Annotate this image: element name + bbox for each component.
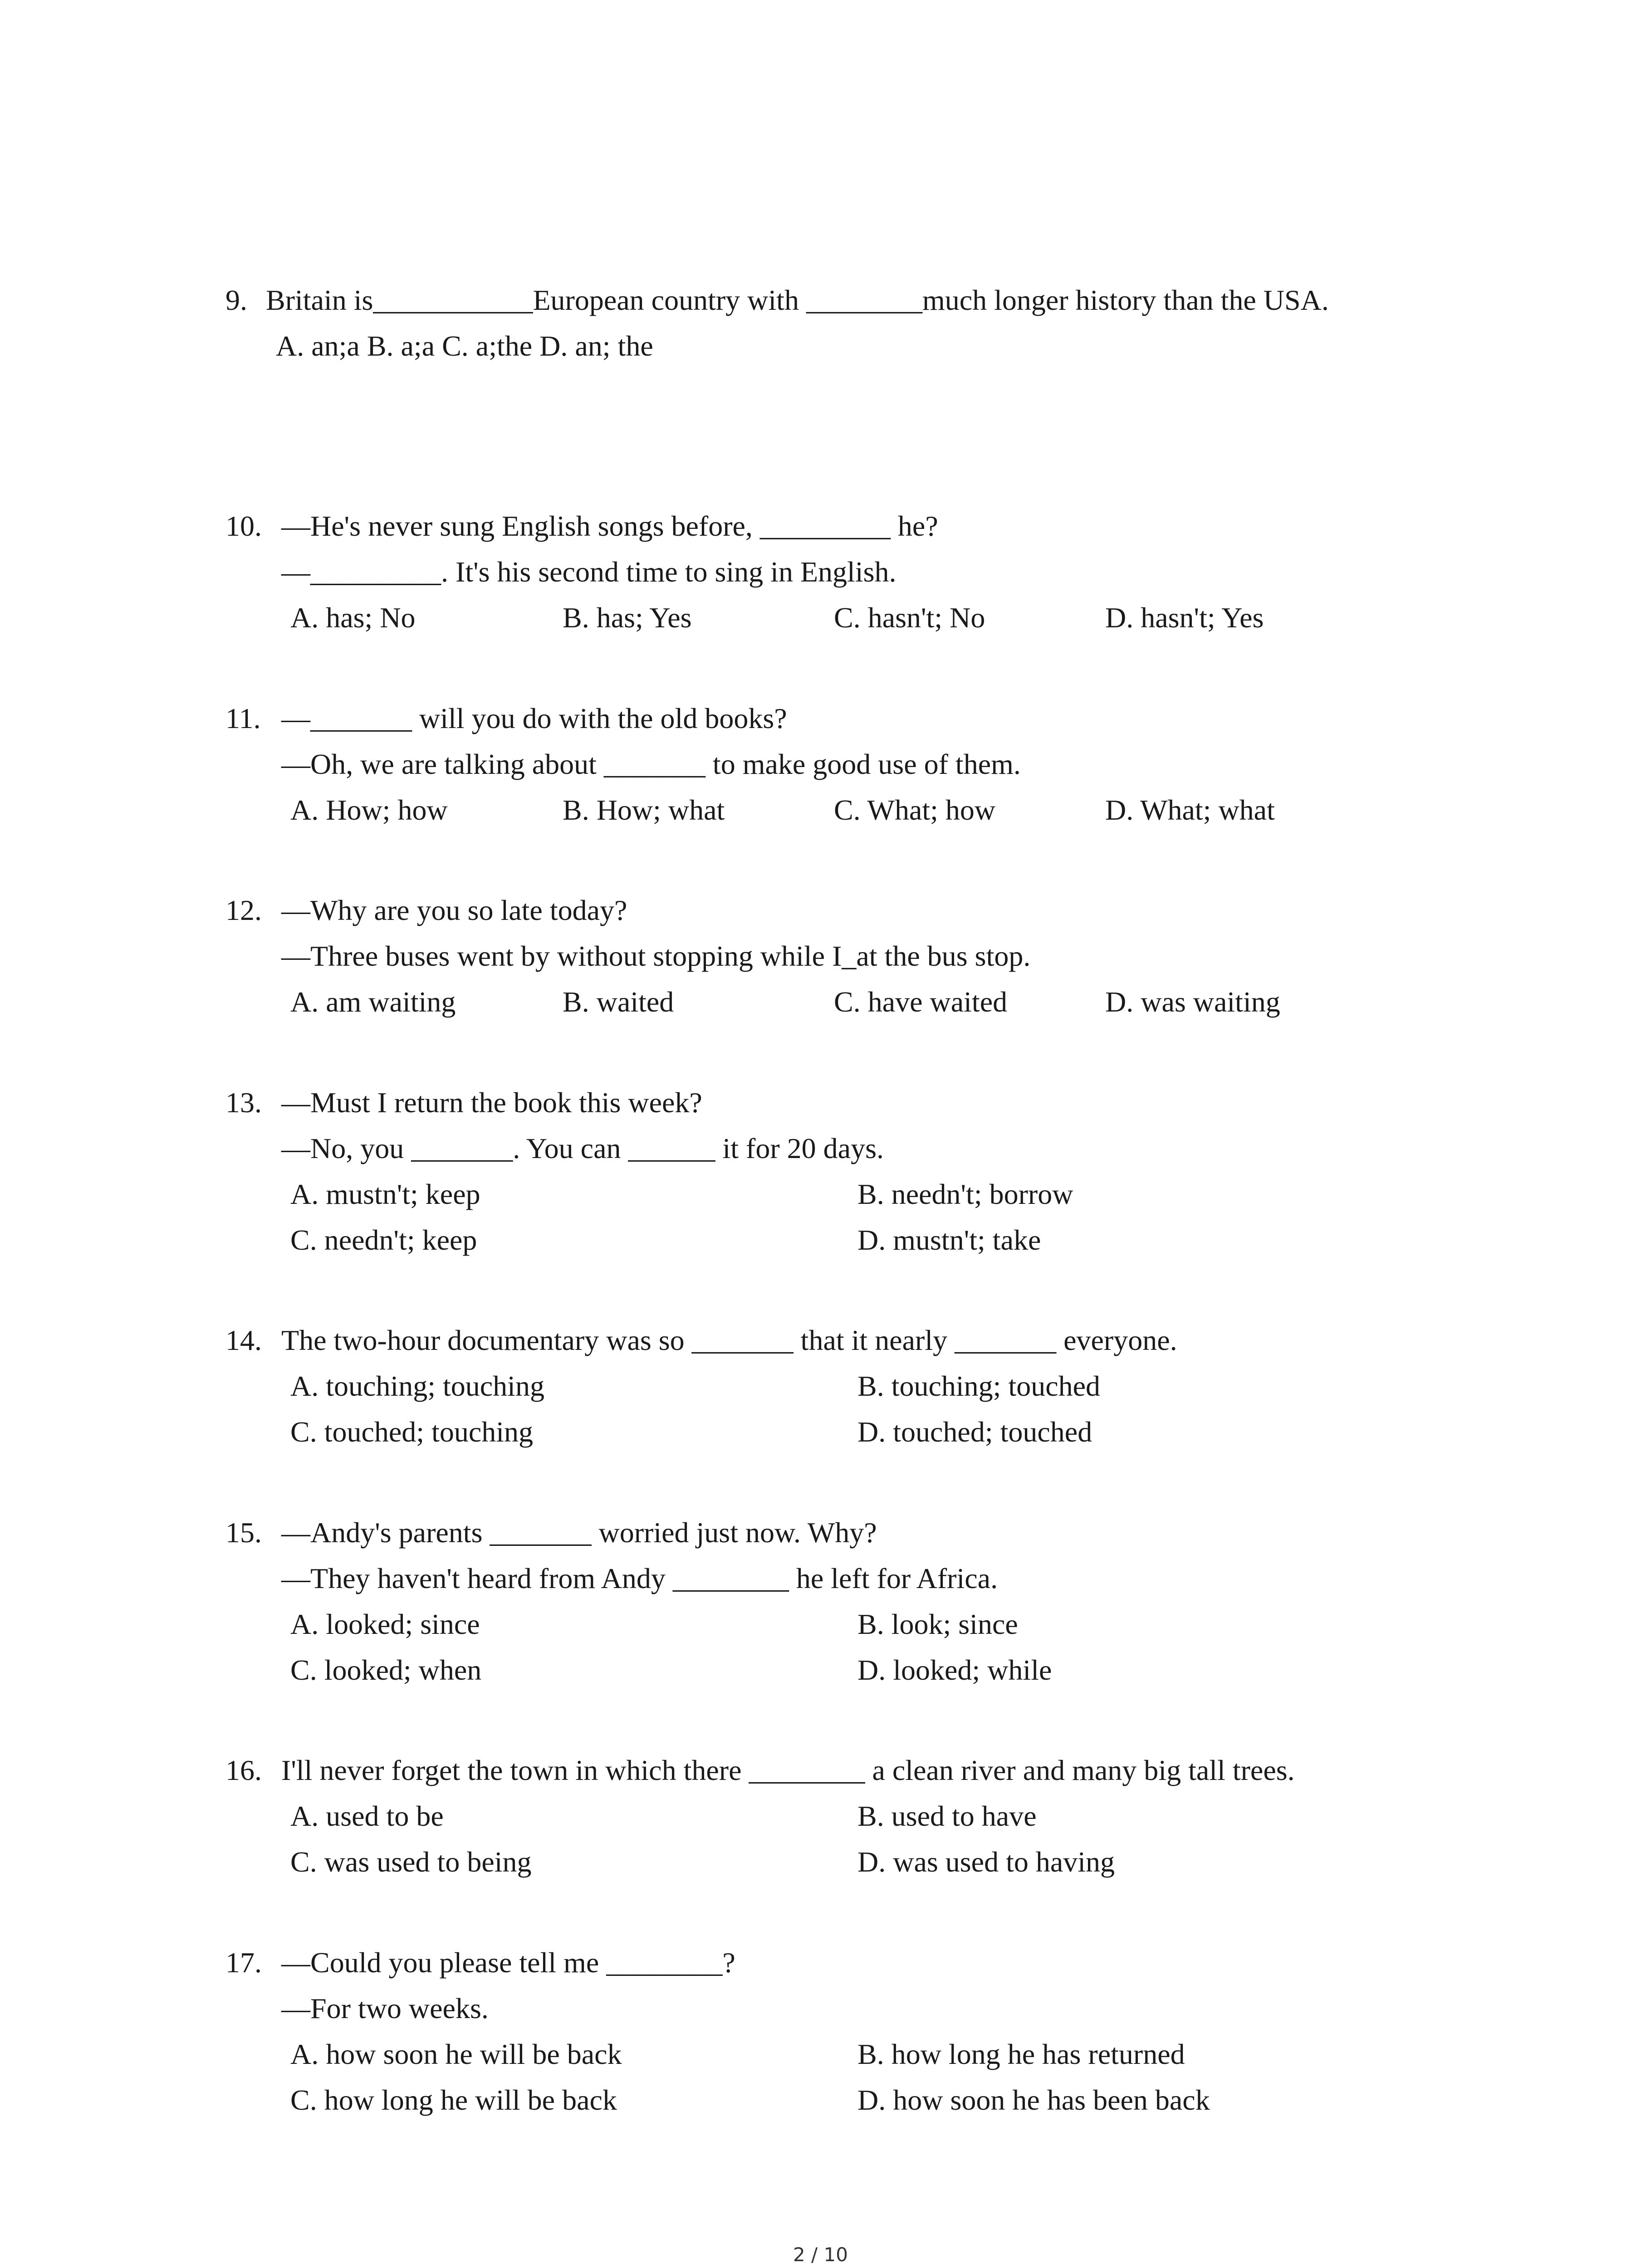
option-b: B. look; since [857, 1608, 1018, 1640]
option-a: A. looked; since [290, 1608, 480, 1640]
question-number: 11. [225, 702, 261, 734]
question-reply: —No, you _______. You can ______ it for 20 days. [281, 1132, 884, 1164]
question-stem: —Why are you so late today? [281, 894, 627, 926]
option-a: A. how soon he will be back [290, 2038, 622, 2070]
option-c: C. looked; when [290, 1654, 482, 1686]
option-b: B. needn't; borrow [857, 1178, 1073, 1210]
question-stem: —_______ will you do with the old books? [281, 702, 787, 734]
question-stem: —Could you please tell me ________? [281, 1946, 735, 1979]
option-d: D. hasn't; Yes [1105, 601, 1264, 634]
option-c: C. was used to being [290, 1846, 532, 1878]
option-a: A. mustn't; keep [290, 1178, 480, 1210]
option-a: A. How; how [290, 794, 448, 826]
option-d: D. touched; touched [857, 1416, 1092, 1448]
question-stem: —He's never sung English songs before, _________ he? [281, 510, 938, 542]
option-c: C. hasn't; No [834, 601, 985, 634]
question-reply: —They haven't heard from Andy ________ he left for Africa. [281, 1562, 998, 1594]
option-d: D. was used to having [857, 1846, 1115, 1878]
question-number: 12. [225, 894, 262, 926]
option-a: A. has; No [290, 601, 416, 634]
options-inline: A. an;a B. a;a C. a;the D. an; the [276, 330, 653, 362]
option-b: B. used to have [857, 1800, 1037, 1832]
question-reply: —Oh, we are talking about _______ to make good use of them. [281, 748, 1021, 780]
option-d: D. What; what [1105, 794, 1275, 826]
question-reply: —For two weeks. [281, 1992, 489, 2024]
option-c: C. have waited [834, 986, 1008, 1018]
option-c: C. needn't; keep [290, 1224, 477, 1256]
option-d: D. was waiting [1105, 986, 1280, 1018]
option-a: A. am waiting [290, 986, 456, 1018]
question-reply: —Three buses went by without stopping while I_at the bus stop. [281, 940, 1031, 972]
question-reply: —_________. It's his second time to sing in English. [281, 556, 896, 588]
option-b: B. waited [563, 986, 674, 1018]
option-c: C. how long he will be back [290, 2084, 617, 2116]
option-c: C. touched; touching [290, 1416, 534, 1448]
question-number: 13. [225, 1086, 262, 1119]
page-indicator: 2 / 10 [793, 2244, 848, 2266]
question-stem: —Andy's parents _______ worried just now. Why? [281, 1516, 877, 1549]
option-d: D. how soon he has been back [857, 2084, 1210, 2116]
question-stem: I'll never forget the town in which there ________ a clean river and many big tall trees. [281, 1754, 1295, 1786]
question-number: 9. [225, 284, 247, 316]
option-b: B. has; Yes [563, 601, 692, 634]
question-stem: —Must I return the book this week? [281, 1086, 702, 1119]
question-stem: The two-hour documentary was so _______ that it nearly _______ everyone. [281, 1324, 1177, 1356]
question-number: 10. [225, 510, 262, 542]
question-number: 16. [225, 1754, 262, 1786]
question-stem: Britain is___________European country with ________much longer history than the USA. [266, 284, 1329, 316]
option-b: B. How; what [563, 794, 725, 826]
option-b: B. how long he has returned [857, 2038, 1185, 2070]
question-number: 15. [225, 1516, 262, 1549]
option-a: A. touching; touching [290, 1370, 544, 1402]
option-d: D. mustn't; take [857, 1224, 1041, 1256]
option-d: D. looked; while [857, 1654, 1052, 1686]
question-number: 14. [225, 1324, 262, 1356]
question-number: 17. [225, 1946, 262, 1979]
option-b: B. touching; touched [857, 1370, 1101, 1402]
option-a: A. used to be [290, 1800, 444, 1832]
option-c: C. What; how [834, 794, 996, 826]
